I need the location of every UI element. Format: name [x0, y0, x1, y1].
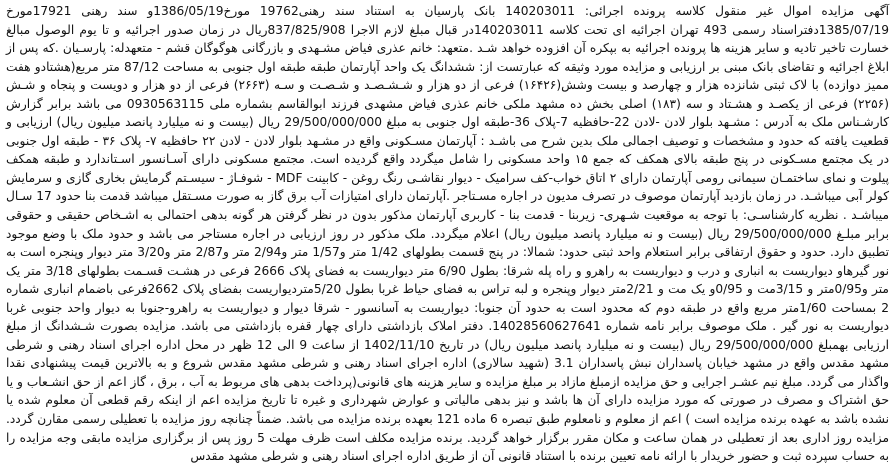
notice-text: آگهی مزایده اموال غیر منقول کلاسه پرونده اجرائی: 140203011 بانک پارسیان به استناد سند رهنی19762 مورخ1386/05/19و سند رهنی 17921مورخ 1385/07/19دفتراسناد رسمی 493 تهران اجرائیه ای تحت کلاسه 140203011در قبال مبلغ لازم الاجرا 837/825/908ریال در زمان صدور اجرائیه و تا یوم الوصول مبالغ خسارت تاخیر تادیه و سایر هزینه ها پرونده اجرائیه به بپکره آن افزوده خواهد شـد .متعهد: خانم عذری فیاض مشـهدی و بازرگانی هوگوگان قشم - متعهدله: پارسـیان .که پس از ابلاغ اجرائیه و تقاضای بانک مبنی بر ارزیابی و مزایده مورد وثیقه که عبارتست از: ششدانگ یک واحد آپارتمان طبقه طبقه اول جنوبی به مساحت 87/12 متر مربع(هشتادو هفت ممیز دوازده) با لاک ثبتی شانزده هزار و چهارصد و بیست وشش(۱۶۴۲۶) فرعی از دو هزار و شـشـصـد و شـصـت و سـه (۲۶۶۳) فرعی از دو هزار و دویست و پنجاه و شـش (۲۲۵۶) فرعی از یکصـد و هشـتاد و سه (۱۸۳) اصلی بخش ده مشهد ملکی خانم عذری فیاض مشهدی فرزند ابوالقاسم بشماره ملی 0930563115 می باشد برابر گزارش کارشـناس ملک به آدرس : مشـهد بلوار لادن -لادن 22-حافظیه 7-پلاک 36-طبقه اول جنوبی به مبلغ 29/500/000/000 ریال (بیست و نه میلیارد پانصد میلیون ریال) ارزیابی و قطعیت یافته که حدود و مشخصات و توصیف اجمالی ملک بدین شرح می باشـد : آپارتمان مسـکونی واقع در مشـهد بلوار لادن - لادن ۲۲ حافظیه ۷- پلاک ۳۶ - طبقه اول جنوبی در یک مجتمع مسـکونی در پنج طبقه بالای همکف که جمع ۱۵ واحد مسکونی را شامل میگردد واقع گردیده است. مجتمع مسکونی دارای آسـانسور اسـتاندارد و طبقه همکف پیلوت و نمای ساختمـان سیمانی رومی آپارتمان دارای ۲ اتاق خواب-کف سرامیک - دیوار نقاشـی رنگ روغن - کابینت MDF - شوفـاژ - سیسـتم گرمایش بخاری گازی و سرمایش کولر آبی میباشـد. در زمان بازدید آپارتمان موصوف در تصرف مدیون در اجاره مسـتاجر .آپارتمان دارای امتیازات آب برق گاز به صورت مسـتقل میباشد قدمت بنا حدود 17 سـال میباشـد . نظریه کارشناسـی: با توجه به موقعیت شـهری- زیربنا - قدمت بنا - کاربری آپارتمان مذکور بدون در نظر گرفتن هر گونه بدهی احتمالی به اشـخاص حقیقی و حقوقی برابر مبلـغ 29/500/000/000 ریال (بیست و نه میلیارد پانصد میلیون ریال) اعلام میگردد. ملک مذکور در روز ارزیابی در اجاره مستاجر می باشد و حدود ملک با وضع موجود تطبیق دارد. حدود و حقوق ارتفاقی برابر استعلام واحد ثبتی حدود: شمالا: در پنج قسمت بطولهای 1/42 متر و1/57 متر و2/94 متر و2/87 متر و3/20 متر دیوار وپنجره است به نور گیرهاو دیواریست به انباری و درب و دیواریست به راهرو و راه پله شرقا: بطول 6/90 متر دیواریست به فضای پلاک 2666 فرعی در هشـت قسـمت بطولهای 3/18 متر یک متر و0/95متر و 3/15مت و 0/95و یک مت و 2/21متر دیوار وپنجره و لبه تراس به فضای حیاط غربا بطول 5/20متردیواریست بفضای پلاک 2662فرعی باضمام انباری شماره 2 بمساحت 1/60متر مربع واقع در طبقه دوم که محدود است به حدود آن جنوبا: دیواریست به آسانسور - شرقا دیوار و دیواریست به راهرو-جنوبا به دیوار واحد جنوبی غربا دیواریست به نور گیر . ملک موصوف برابر نامه شماره 14028560627641. دفتر املاک بازداشتی دارای چهار قفره بازداشتی می باشد. مزایده بصورت شـشدانگ از مبلغ ارزیابی بهمبلغ 29/500/000/000 ریال (بیست و نه میلیارد پانصد میلیون ریال) در تاریخ 1402/11/10 از ساعت 9 الی 12 ظهر در محل اداره اجرای اسناد رهنی و شرطی مشهد مقدس واقع در مشهد خیابان پاسداران نبش پاسداران 3.1 (شهید سالاری) اداره اجرای اسناد رهنی و شرطی مشهد مقدس شروع و به بالاترین قیمت پیشنهادی نقدا واگذار می گردد. مبلغ نیم عشـر اجرایی و حق مزایده ازمبلغ مازاد بر مبلغ مزایده و سایر هزینه های قانونی(پرداخت بدهی های مربوط به آب ، برق ، گاز اعم از حق انشـعاب و یا حق اشتراک و مصرف در صورتی که مورد مزایده دارای آن ها باشد و نیز بدهی مالیاتی و عوارض شهرداری و غیره تا تاریخ مزایده اعم از اینکه رقم قطعی آن معلوم شده یا نشده باشد به عهده برنده مزایده است ) اعم از معلوم و نامعلوم طبق تبصره 6 ماده 121 بعهده برنده مزایده می باشد. ضمناً چنانچه روز مزایده با تعطیلی رسمی مقارن گردد. مزایده روز اداری بعد از تعطیلی در همان ساعت و مکان مقرر برگزار خواهد گردید. برنده مزایده مکلف است ظرف مهلت 5 روز پس از برگزاری مزایده مابقی وجه مزایده را به حساب سپرده ثبت و حضور خریدار با ارائه نامه تعیین برنده با استناد قانونی آن از طریق اداره اجرای اسناد رهنی و شرطی مشهد مقدس: [6, 4, 890, 464]
